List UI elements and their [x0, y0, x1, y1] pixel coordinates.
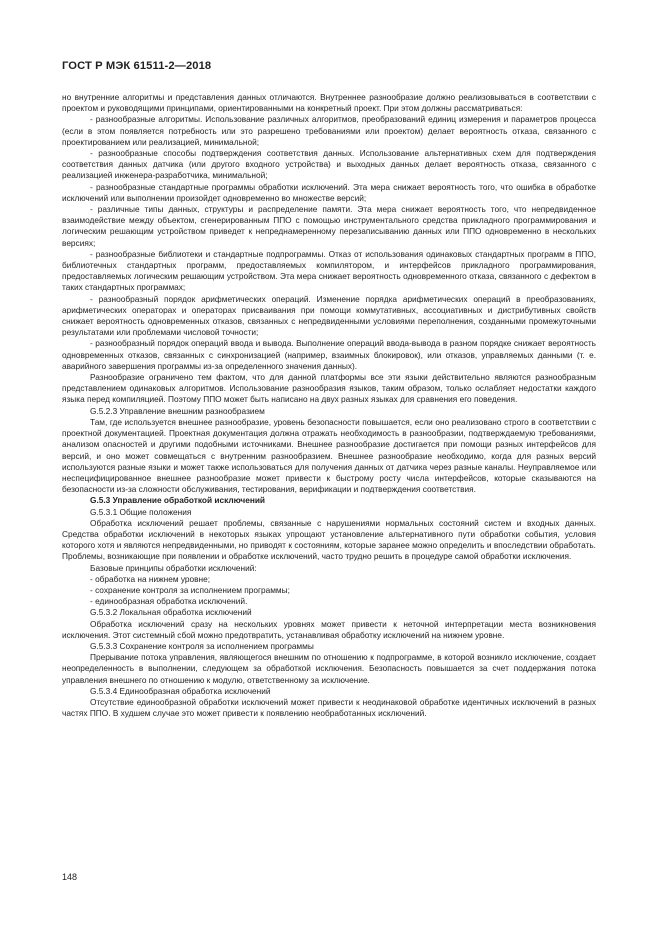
- paragraph: Отсутствие единообразной обработки исключений может привести к неодинаковой обработке идентичных исключений в разных частях ППО. В худшем случае это может привести к появлению необработанных исключений.: [62, 696, 596, 719]
- paragraph: Базовые принципы обработки исключений:: [90, 562, 257, 573]
- paragraph: G.5.3.4 Единообразная обработка исключений: [90, 685, 271, 696]
- paragraph: Там, где используется внешнее разнообразие, уровень безопасности повышается, если оно реализовано строго в соответствии с проектной документацией. Проектная документация должна отражать необходимость в разнообразии, подтверждаемую требованиями, анализом опасностей и другими подобными источниками. Внешнее разнообразие достигается при помощи разных интерфейсов для версий, и оно может совмещаться с внутренним разнообразием. Внешнее разнообразие необходимо, когда для разных версий используются разные языки и может также использоваться для получения данных от датчика через разные каналы. Неуправляемое или неспецифицированное внешнее разнообразие может привести к быстрому росту числа интерфейсов, которые сказываются на безопасности из-за сложности обслуживания, тестирования, верификации и подтверждения соответствия.: [62, 416, 596, 495]
- paragraph: но внутренние алгоритмы и представления данных отличаются. Внутреннее разнообразие должно реализовываться в соответствии с проектом и руководящими принципами, ориентированными на конкретный проект. При этом должны рассматриваться:: [62, 92, 596, 114]
- paragraph: - сохранение контроля за исполнением программы;: [90, 584, 290, 595]
- paragraph: - различные типы данных, структуры и распределение памяти. Эта мера снижает вероятность того, что непредвиденное взаимодействие между объектом, сгенерированным ППО с помощью инструментального средства прикладного программирования и логическим решающим устройством приведет к непреднамеренному перезаписыванию данных или ППО одновременно в нескольких версиях;: [62, 204, 596, 248]
- paragraph: Прерывание потока управления, являющегося внешним по отношению к подпрограмме, в которой возникло исключение, создает неопределенность в выполнении, следующем за обработкой исключения. Безопасность повышается за счет поддержания потока управления внешнего по отношению к модулю, ответственному за исключение.: [62, 652, 596, 685]
- paragraph: Разнообразие ограничено тем фактом, что для данной платформы все эти языки действительно являются разнообразным представлением одинаковых алгоритмов. Использование разнообразия языков, таким образом, только ослабляет недостатки каждого языка перед компиляцией. Поэтому ППО может быть написано на двух разных языках для сравнения его поведения.: [62, 372, 596, 405]
- page-number: 148: [62, 872, 78, 882]
- paragraph: Обработка исключений решает проблемы, связанные с нарушениями нормальных состояний систем и входных данных. Средства обработки исключений в некоторых языках упрощают установление альтернативного пути обработки события, условия которого хотя и являются непредвиденными, но приводят к состояниям, которые заранее можно определить и впоследствии обработать. Проблемы, возникающие при появлении и обработке исключений, часто трудно решить в процедуре самой обработки исключения.: [62, 517, 596, 562]
- paragraph: - разнообразные способы подтверждения соответствия данных. Использование альтернативных схем для подтверждения соответствия данных датчика (или другого входного устройства) и выходных данных делает вероятность отказа, связанного с реализацией инженера-разработчика, минимальной;: [62, 148, 596, 181]
- paragraph: Обработка исключений сразу на нескольких уровнях может привести к неточной интерпретации места возникновения исключения. Этот системный сбой можно предотвратить, устанавливая обработку исключений на нижнем уровне.: [62, 618, 596, 640]
- paragraph: G.5.3 Управление обработкой исключений: [90, 495, 266, 506]
- paragraph: - разнообразный порядок операций ввода и вывода. Выполнение операций ввода-вывода в разном порядке снижает вероятность одновременных отказов, связанных с синхронизацией (например, взаимных блокировок), или отказов, управляемых данными (т. е. аварийного завершения программы из-за определенного значения данных).: [62, 338, 596, 371]
- paragraph: - разнообразные библиотеки и стандартные подпрограммы. Отказ от использования одинаковых стандартных программ в ППО, библиотечных стандартных программ, предоставляемых компилятором, и интерфейсов прикладного программирования, предоставляемых логическим решающим устройством. Эта мера снижает вероятность одновременного отказа, связанного с дефектом в таких стандартных программах;: [62, 248, 596, 293]
- paragraph: - обработка на нижнем уровне;: [90, 573, 211, 584]
- paragraph: - единообразная обработка исключений.: [90, 596, 248, 607]
- paragraph: - разнообразные стандартные программы обработки исключений. Эта мера снижает вероятность того, что ошибка в обработке исключений или выполнении произойдет одновременно во множестве версий;: [62, 181, 596, 203]
- paragraph: G.5.2.3 Управление внешним разнообразием: [90, 405, 265, 416]
- paragraph: - разнообразный порядок арифметических операций. Изменение порядка арифметических операций в преобразованиях, арифметических операторах и операторах присваивания при помощи коммутативных, ассоциативных и дистрибутивных свойств снижает вероятность одновременных отказов, связанных с непредвиденными условиями переполнения, созданными промежуточными результатами или проблемами числовой точности;: [62, 293, 596, 338]
- document-header: ГОСТ Р МЭК 61511-2—2018: [62, 60, 212, 72]
- document-body: [62, 92, 596, 719]
- paragraph: G.5.3.2 Локальная обработка исключений: [90, 607, 252, 618]
- paragraph: - разнообразные алгоритмы. Использование различных алгоритмов, преобразований единиц измерения и параметров процесса (если в этом появляется потребность или это разрешено требованиями или проектом) делает вероятность отказа, связанного с проектированием или реализацией, минимальной;: [62, 114, 596, 147]
- paragraph: G.5.3.1 Общие положения: [90, 506, 192, 517]
- paragraph: G.5.3.3 Сохранение контроля за исполнением программы: [90, 640, 314, 651]
